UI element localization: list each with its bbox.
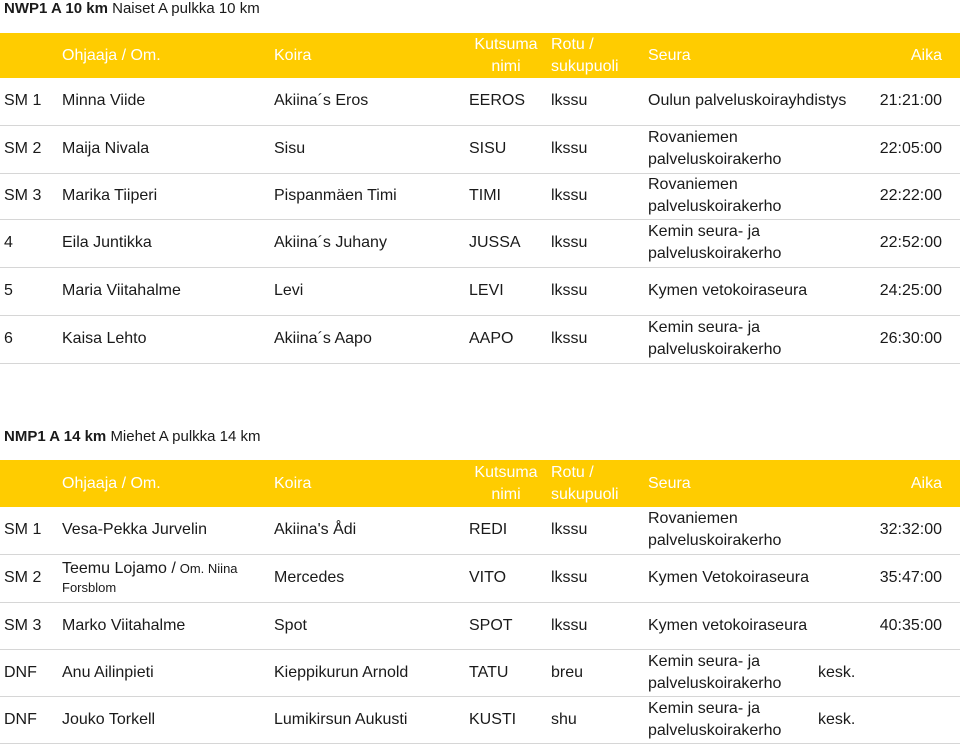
table-row (0, 78, 960, 125)
call-name: LEVI (465, 267, 547, 315)
section-1-name: Naiset A pulkka 10 km (112, 0, 260, 17)
time: 35:47:00 (812, 554, 960, 602)
call-name: SISU (465, 125, 547, 173)
breed: lkssu (547, 173, 644, 219)
col-dog: Koira (270, 460, 465, 507)
call-name: SPOT (465, 602, 547, 649)
rank: SM 3 (0, 173, 58, 219)
rank: SM 3 (0, 602, 58, 649)
handler: Marika Tiiperi (58, 173, 270, 219)
dog: Lumikirsun Aukusti (270, 696, 465, 743)
handler: Maija Nivala (58, 125, 270, 173)
table-row (0, 554, 960, 602)
club: Kemin seura- ja palveluskoirakerho (644, 315, 812, 363)
table-row (0, 267, 960, 315)
rank: 5 (0, 267, 58, 315)
handler: Kaisa Lehto (58, 315, 270, 363)
rank: DNF (0, 649, 58, 696)
col-breed: Rotu / sukupuoli (547, 33, 644, 78)
col-club: Seura (644, 33, 812, 78)
club: Kemin seura- ja palveluskoirakerho (644, 649, 812, 696)
club: Kemin seura- ja palveluskoirakerho (644, 219, 812, 267)
time: kesk. (812, 649, 960, 696)
dog: Spot (270, 602, 465, 649)
club: Oulun palveluskoirayhdistys (644, 78, 812, 125)
time: kesk. (812, 696, 960, 743)
club: Kymen vetokoiraseura (644, 267, 812, 315)
section-2-name: Miehet A pulkka 14 km (110, 428, 261, 445)
time: 22:05:00 (812, 125, 960, 173)
handler: Marko Viitahalme (58, 602, 270, 649)
rank: DNF (0, 696, 58, 743)
breed: breu (547, 649, 644, 696)
dog: Kieppikurun Arnold (270, 649, 465, 696)
table-row (0, 649, 960, 696)
time: 22:52:00 (812, 219, 960, 267)
col-call-name: Kutsuma nimi (465, 33, 547, 78)
dog: Sisu (270, 125, 465, 173)
time: 24:25:00 (812, 267, 960, 315)
handler: Anu Ailinpieti (58, 649, 270, 696)
club: Rovaniemen palveluskoirakerho (644, 173, 812, 219)
breed: lkssu (547, 315, 644, 363)
table-header (0, 460, 960, 507)
table-header (0, 33, 960, 78)
col-dog: Koira (270, 33, 465, 78)
table-row (0, 219, 960, 267)
rank: 6 (0, 315, 58, 363)
rank: SM 2 (0, 125, 58, 173)
call-name: AAPO (465, 315, 547, 363)
time: 21:21:00 (812, 78, 960, 125)
col-breed: Rotu / sukupuoli (547, 460, 644, 507)
call-name: JUSSA (465, 219, 547, 267)
table-row (0, 696, 960, 743)
rank: 4 (0, 219, 58, 267)
dog: Akiina´s Aapo (270, 315, 465, 363)
breed: lkssu (547, 125, 644, 173)
dog: Akiina's Ådi (270, 507, 465, 554)
call-name: KUSTI (465, 696, 547, 743)
club: Kemin seura- ja palveluskoirakerho (644, 696, 812, 743)
call-name: REDI (465, 507, 547, 554)
handler: Jouko Torkell (58, 696, 270, 743)
col-time: Aika (812, 33, 960, 78)
breed: shu (547, 696, 644, 743)
table-row (0, 125, 960, 173)
call-name: TIMI (465, 173, 547, 219)
table-row (0, 315, 960, 363)
time: 26:30:00 (812, 315, 960, 363)
section-2-code: NMP1 A 14 km (4, 428, 107, 445)
club: Kymen Vetokoiraseura (644, 554, 812, 602)
table-row (0, 173, 960, 219)
dog: Levi (270, 267, 465, 315)
col-call-name: Kutsuma nimi (465, 460, 547, 507)
col-handler: Ohjaaja / Om. (58, 460, 270, 507)
call-name: TATU (465, 649, 547, 696)
section-1-code: NWP1 A 10 km (4, 0, 108, 17)
club: Rovaniemen palveluskoirakerho (644, 507, 812, 554)
handler: Vesa-Pekka Jurvelin (58, 507, 270, 554)
call-name: VITO (465, 554, 547, 602)
dog: Akiina´s Eros (270, 78, 465, 125)
breed: lkssu (547, 554, 644, 602)
breed: lkssu (547, 507, 644, 554)
rank: SM 1 (0, 78, 58, 125)
handler: Maria Viitahalme (58, 267, 270, 315)
club: Rovaniemen palveluskoirakerho (644, 125, 812, 173)
col-club: Seura (644, 460, 812, 507)
handler: Minna Viide (58, 78, 270, 125)
rank: SM 2 (0, 554, 58, 602)
club: Kymen vetokoiraseura (644, 602, 812, 649)
breed: lkssu (547, 267, 644, 315)
breed: lkssu (547, 78, 644, 125)
time: 22:22:00 (812, 173, 960, 219)
dog: Pispanmäen Timi (270, 173, 465, 219)
call-name: EEROS (465, 78, 547, 125)
time: 32:32:00 (812, 507, 960, 554)
dog: Mercedes (270, 554, 465, 602)
col-time: Aika (812, 460, 960, 507)
handler: Eila Juntikka (58, 219, 270, 267)
section-1-title (4, 0, 260, 17)
handler: Teemu Lojamo / Om. Niina Forsblom (58, 554, 270, 602)
rank: SM 1 (0, 507, 58, 554)
breed: lkssu (547, 602, 644, 649)
section-2-title (4, 428, 261, 445)
table-row (0, 602, 960, 649)
dog: Akiina´s Juhany (270, 219, 465, 267)
time: 40:35:00 (812, 602, 960, 649)
col-handler: Ohjaaja / Om. (58, 33, 270, 78)
results-table-men (0, 460, 960, 744)
results-table-women (0, 33, 960, 364)
breed: lkssu (547, 219, 644, 267)
table-row (0, 507, 960, 554)
